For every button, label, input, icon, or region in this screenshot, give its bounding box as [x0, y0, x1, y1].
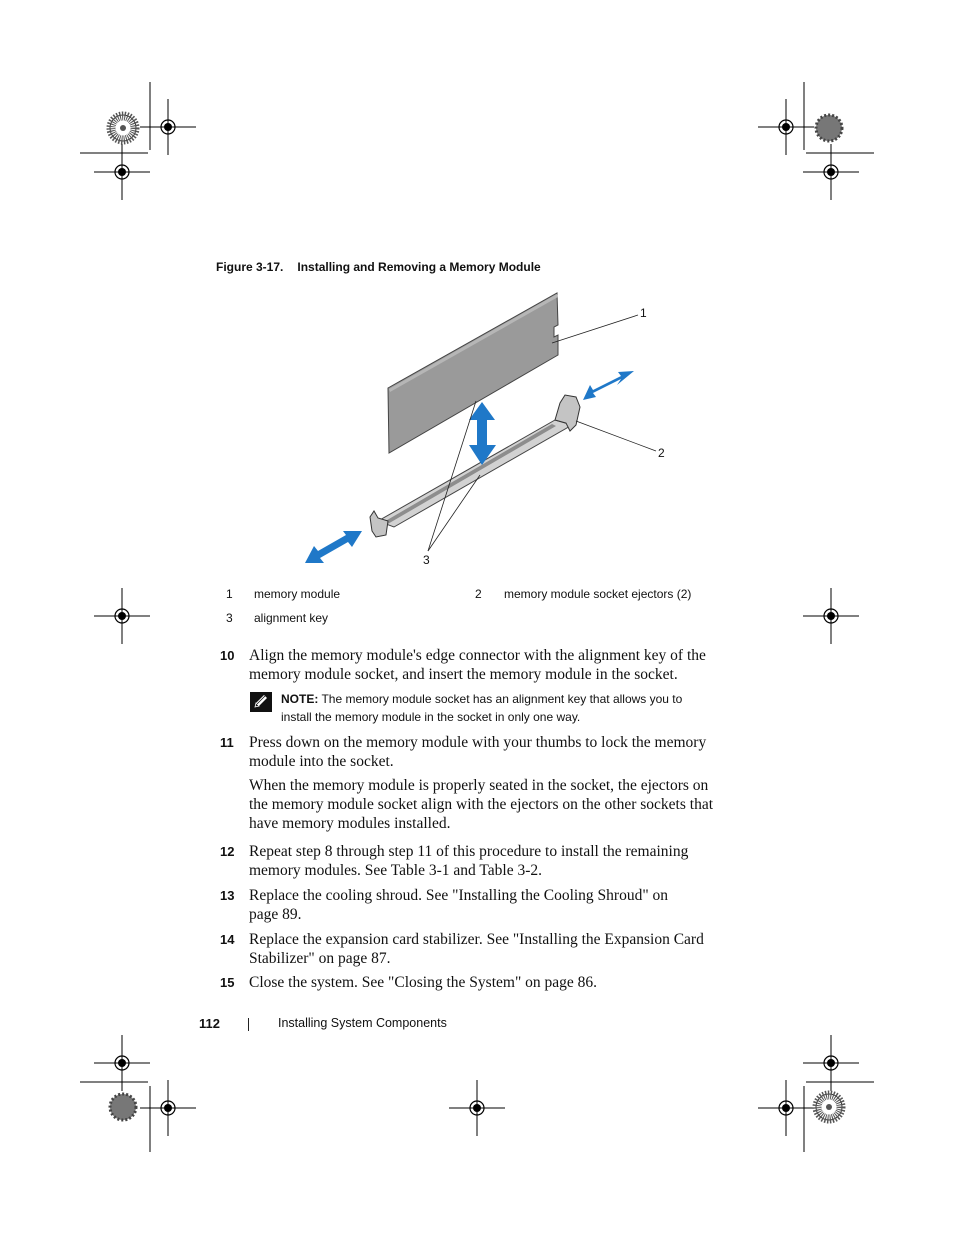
registration-crosshair-icon — [758, 99, 814, 155]
legend-label-alignment-key: alignment key — [254, 611, 329, 625]
legend-num: 1 — [226, 587, 233, 601]
step-number: 10 — [220, 648, 235, 663]
note-label: NOTE: — [281, 692, 319, 706]
registration-crosshair-icon — [94, 1035, 150, 1091]
callout-2: 2 — [658, 446, 665, 460]
registration-crosshair-icon — [140, 1080, 196, 1136]
legend-label-ejectors: memory module socket ejectors (2) — [504, 587, 692, 601]
note-pencil-icon — [250, 692, 272, 712]
registration-crosshair-icon — [803, 588, 859, 644]
step-number: 15 — [220, 975, 235, 990]
step-number: 14 — [220, 932, 235, 947]
left-ejector-arrow — [305, 531, 362, 563]
step-number: 12 — [220, 844, 235, 859]
step-11-followup: When the memory module is properly seated in the socket, the ejectors on the memory module socket align with the ejectors on the other sockets that have memory modules installed. — [249, 777, 714, 832]
right-ejector-arrow — [583, 371, 634, 400]
legend-num: 2 — [475, 587, 482, 601]
registration-target-icon — [816, 1094, 842, 1120]
registration-crosshair-icon — [140, 99, 196, 155]
registration-target-icon — [110, 115, 136, 141]
step-text: Replace the cooling shroud. See "Installing the Cooling Shroud" on page 89. — [249, 887, 669, 923]
legend-label-memory-module: memory module — [254, 587, 341, 601]
legend-label — [254, 611, 328, 625]
registration-crosshair-icon — [758, 1080, 814, 1136]
registration-crosshair-icon — [803, 1035, 859, 1091]
legend-row — [475, 587, 482, 601]
legend-row — [226, 587, 233, 601]
registration-disk-icon — [816, 115, 842, 141]
legend-row — [226, 611, 233, 625]
legend-num: 3 — [226, 611, 233, 625]
memory-module — [388, 293, 558, 453]
legend-label — [504, 587, 691, 601]
step-text: Close the system. See "Closing the System" on page 86. — [249, 974, 598, 991]
left-socket-ejector — [370, 511, 388, 537]
page-number: 112 — [199, 1016, 220, 1031]
step-text: Align the memory module's edge connector with the alignment key of the memory module socket, and insert the memory module in the socket. — [249, 647, 706, 683]
footer-divider — [248, 1018, 249, 1031]
figure-title: Installing and Removing a Memory Module — [297, 260, 541, 274]
registration-crosshair-icon — [449, 1080, 505, 1136]
legend-label — [254, 587, 340, 601]
registration-crosshair-icon — [803, 144, 859, 200]
registration-crosshair-icon — [94, 588, 150, 644]
callout-1: 1 — [640, 306, 647, 320]
step-text: Replace the expansion card stabilizer. See "Installing the Expansion Card Stabilizer" on page 87. — [249, 931, 704, 967]
footer-section-title: Installing System Components — [278, 1016, 447, 1030]
registration-disk-icon — [110, 1094, 136, 1120]
callout-3: 3 — [423, 553, 430, 567]
registration-crosshair-icon — [94, 144, 150, 200]
step-text: Press down on the memory module with your thumbs to lock the memory module into the socket. — [249, 734, 707, 770]
step-number: 13 — [220, 888, 235, 903]
figure-number: Figure 3-17. — [216, 260, 284, 274]
note-text: The memory module socket has an alignment key that allows you to install the memory module in the socket in only one way. — [281, 692, 683, 724]
step-text: Repeat step 8 through step 11 of this procedure to install the remaining memory modules. See Table 3-1 and Table 3-2. — [249, 843, 689, 879]
step-number: 11 — [220, 735, 234, 750]
figure-caption — [216, 260, 541, 274]
memory-module-illustration — [290, 285, 710, 575]
